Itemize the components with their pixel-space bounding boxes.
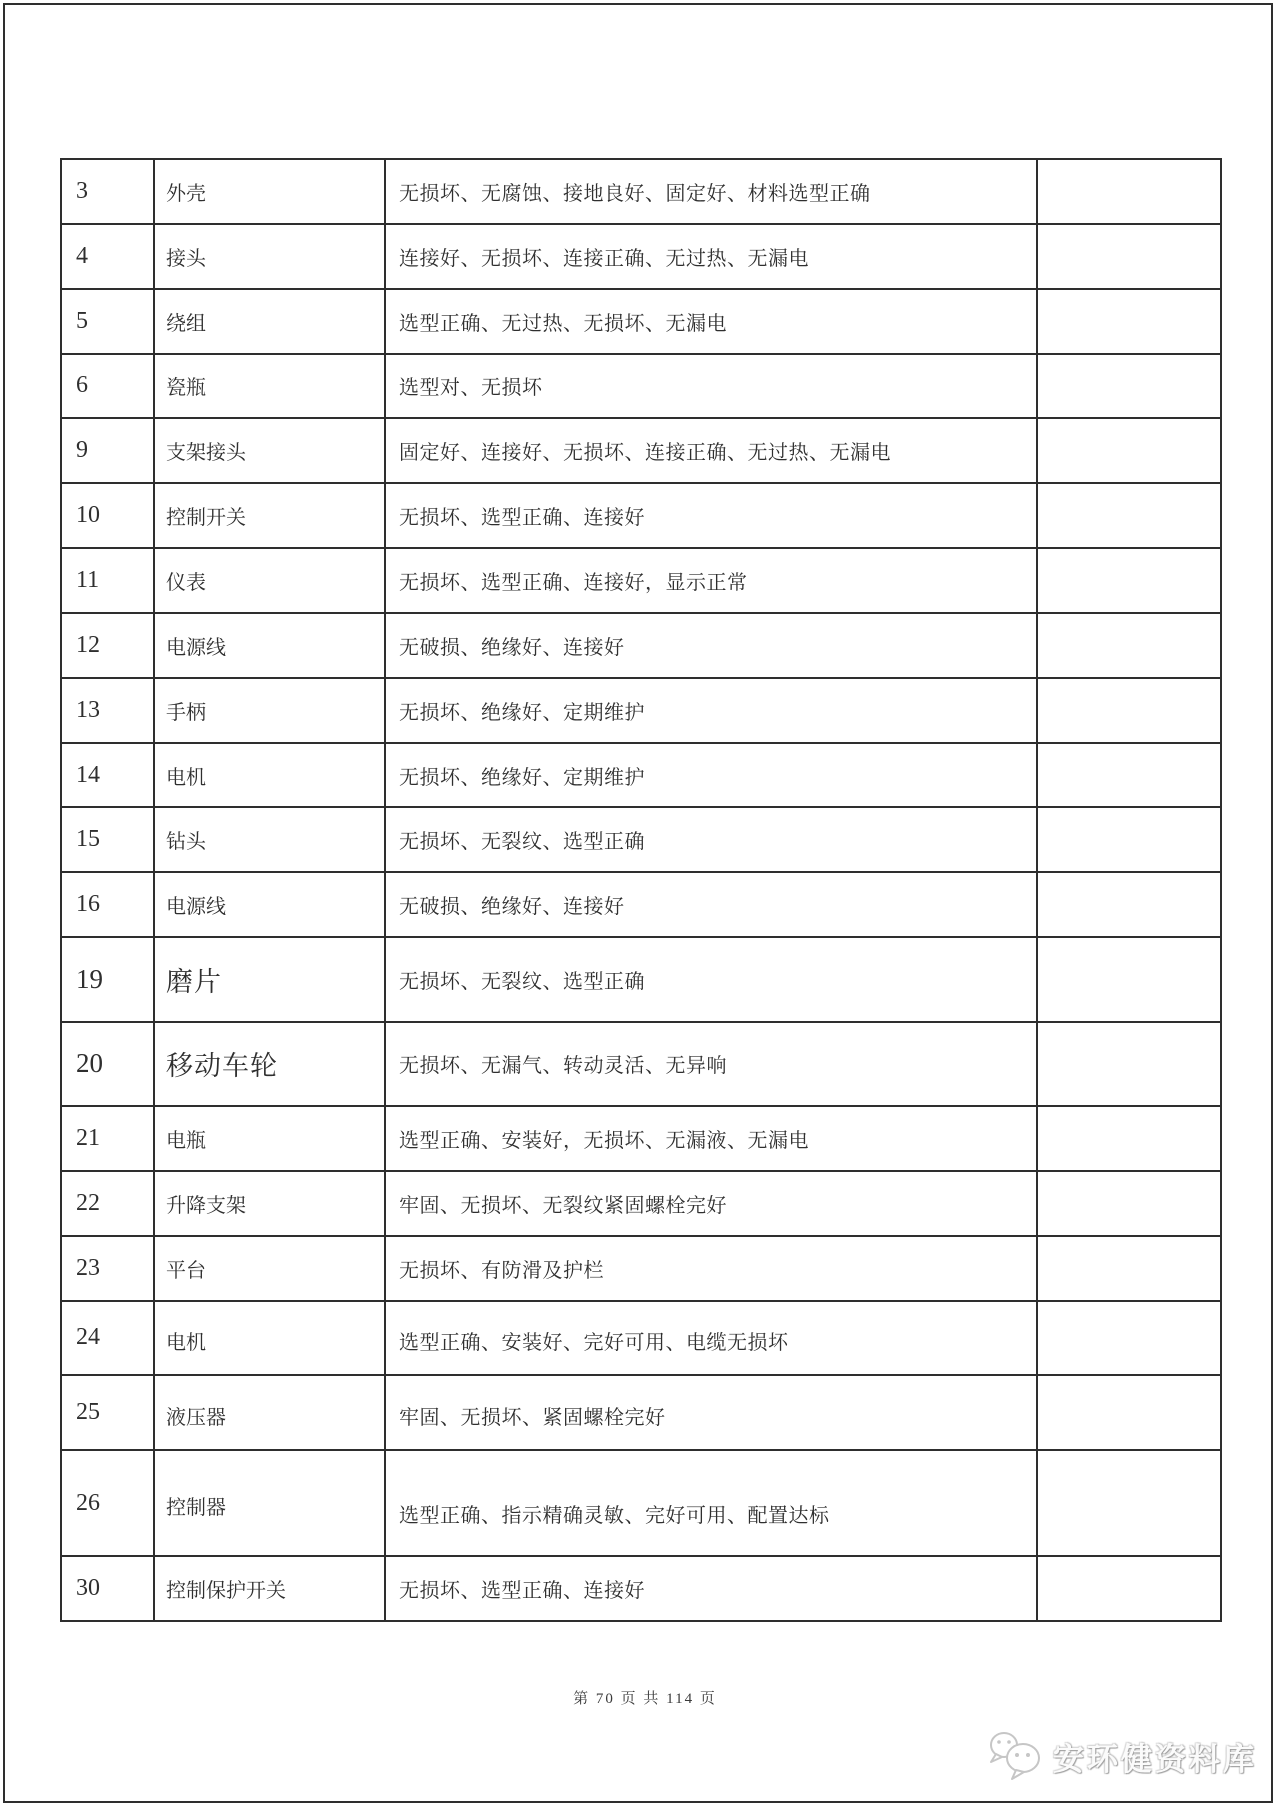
table-row	[61, 743, 1221, 808]
item-name-cell: 仪表	[154, 548, 385, 613]
row-number-cell: 4	[61, 224, 154, 289]
table-row	[61, 1236, 1221, 1301]
table-row	[61, 354, 1221, 419]
result-cell	[1037, 872, 1221, 937]
table-row	[61, 937, 1221, 1021]
result-cell	[1037, 743, 1221, 808]
criteria-cell: 选型正确、安装好、完好可用、电缆无损坏	[385, 1301, 1037, 1376]
table-row	[61, 807, 1221, 872]
item-name-cell: 电源线	[154, 613, 385, 678]
table-row	[61, 224, 1221, 289]
inspection-table	[60, 158, 1222, 1622]
row-number-cell: 24	[61, 1301, 154, 1376]
item-name-cell: 控制器	[154, 1450, 385, 1556]
criteria-cell: 无损坏、选型正确、连接好	[385, 1556, 1037, 1621]
result-cell	[1037, 1450, 1221, 1556]
row-number-cell: 21	[61, 1106, 154, 1171]
document-page	[3, 3, 1273, 1803]
table-row	[61, 418, 1221, 483]
result-cell	[1037, 613, 1221, 678]
item-name-cell: 升降支架	[154, 1171, 385, 1236]
criteria-cell: 无损坏、无裂纹、选型正确	[385, 807, 1037, 872]
criteria-cell: 无损坏、无腐蚀、接地良好、固定好、材料选型正确	[385, 159, 1037, 224]
table-row	[61, 483, 1221, 548]
item-name-cell: 磨片	[154, 937, 385, 1021]
item-name-cell: 外壳	[154, 159, 385, 224]
result-cell	[1037, 937, 1221, 1021]
criteria-cell: 无损坏、绝缘好、定期维护	[385, 678, 1037, 743]
table-row	[61, 1301, 1221, 1376]
table-row	[61, 678, 1221, 743]
result-cell	[1037, 678, 1221, 743]
table-row	[61, 289, 1221, 354]
row-number-cell: 13	[61, 678, 154, 743]
item-name-cell: 钻头	[154, 807, 385, 872]
criteria-cell: 无破损、绝缘好、连接好	[385, 613, 1037, 678]
row-number-cell: 5	[61, 289, 154, 354]
item-name-cell: 移动车轮	[154, 1022, 385, 1106]
row-number-cell: 30	[61, 1556, 154, 1621]
result-cell	[1037, 548, 1221, 613]
row-number-cell: 16	[61, 872, 154, 937]
criteria-cell: 无损坏、有防滑及护栏	[385, 1236, 1037, 1301]
row-number-cell: 23	[61, 1236, 154, 1301]
table-row	[61, 1022, 1221, 1106]
chat-bubbles-icon	[987, 1731, 1045, 1781]
result-cell	[1037, 289, 1221, 354]
table-row	[61, 1375, 1221, 1450]
item-name-cell: 接头	[154, 224, 385, 289]
table-row	[61, 872, 1221, 937]
item-name-cell: 控制开关	[154, 483, 385, 548]
row-number-cell: 12	[61, 613, 154, 678]
criteria-cell: 牢固、无损坏、无裂纹紧固螺栓完好	[385, 1171, 1037, 1236]
item-name-cell: 平台	[154, 1236, 385, 1301]
result-cell	[1037, 1301, 1221, 1376]
criteria-cell: 选型正确、指示精确灵敏、完好可用、配置达标	[385, 1450, 1037, 1556]
page-number-footer: 第 70 页 共 114 页	[573, 1691, 717, 1707]
watermark	[987, 1731, 1257, 1781]
criteria-cell: 无损坏、绝缘好、定期维护	[385, 743, 1037, 808]
result-cell	[1037, 807, 1221, 872]
criteria-cell: 无损坏、选型正确、连接好	[385, 483, 1037, 548]
item-name-cell: 绕组	[154, 289, 385, 354]
result-cell	[1037, 1022, 1221, 1106]
row-number-cell: 10	[61, 483, 154, 548]
item-name-cell: 手柄	[154, 678, 385, 743]
row-number-cell: 19	[61, 937, 154, 1021]
table-row	[61, 1106, 1221, 1171]
table-row	[61, 1450, 1221, 1556]
result-cell	[1037, 1556, 1221, 1621]
criteria-cell: 无损坏、无裂纹、选型正确	[385, 937, 1037, 1021]
row-number-cell: 25	[61, 1375, 154, 1450]
result-cell	[1037, 159, 1221, 224]
result-cell	[1037, 224, 1221, 289]
table-row	[61, 548, 1221, 613]
row-number-cell: 22	[61, 1171, 154, 1236]
item-name-cell: 瓷瓶	[154, 354, 385, 419]
criteria-cell: 无损坏、无漏气、转动灵活、无异响	[385, 1022, 1037, 1106]
watermark-text: 安环健资料库	[1053, 1741, 1257, 1777]
result-cell	[1037, 1236, 1221, 1301]
criteria-cell: 选型对、无损坏	[385, 354, 1037, 419]
row-number-cell: 3	[61, 159, 154, 224]
table-row	[61, 1171, 1221, 1236]
row-number-cell: 6	[61, 354, 154, 419]
item-name-cell: 电机	[154, 1301, 385, 1376]
item-name-cell: 电机	[154, 743, 385, 808]
result-cell	[1037, 1171, 1221, 1236]
criteria-cell: 牢固、无损坏、紧固螺栓完好	[385, 1375, 1037, 1450]
item-name-cell: 支架接头	[154, 418, 385, 483]
item-name-cell: 控制保护开关	[154, 1556, 385, 1621]
row-number-cell: 14	[61, 743, 154, 808]
row-number-cell: 26	[61, 1450, 154, 1556]
criteria-cell: 选型正确、无过热、无损坏、无漏电	[385, 289, 1037, 354]
row-number-cell: 15	[61, 807, 154, 872]
result-cell	[1037, 1106, 1221, 1171]
result-cell	[1037, 418, 1221, 483]
criteria-cell: 连接好、无损坏、连接正确、无过热、无漏电	[385, 224, 1037, 289]
table-row	[61, 1556, 1221, 1621]
item-name-cell: 电瓶	[154, 1106, 385, 1171]
item-name-cell: 液压器	[154, 1375, 385, 1450]
item-name-cell: 电源线	[154, 872, 385, 937]
row-number-cell: 9	[61, 418, 154, 483]
row-number-cell: 11	[61, 548, 154, 613]
result-cell	[1037, 1375, 1221, 1450]
criteria-cell: 无损坏、选型正确、连接好，显示正常	[385, 548, 1037, 613]
table-row	[61, 159, 1221, 224]
table-row	[61, 613, 1221, 678]
result-cell	[1037, 354, 1221, 419]
criteria-cell: 无破损、绝缘好、连接好	[385, 872, 1037, 937]
row-number-cell: 20	[61, 1022, 154, 1106]
criteria-cell: 选型正确、安装好，无损坏、无漏液、无漏电	[385, 1106, 1037, 1171]
criteria-cell: 固定好、连接好、无损坏、连接正确、无过热、无漏电	[385, 418, 1037, 483]
result-cell	[1037, 483, 1221, 548]
